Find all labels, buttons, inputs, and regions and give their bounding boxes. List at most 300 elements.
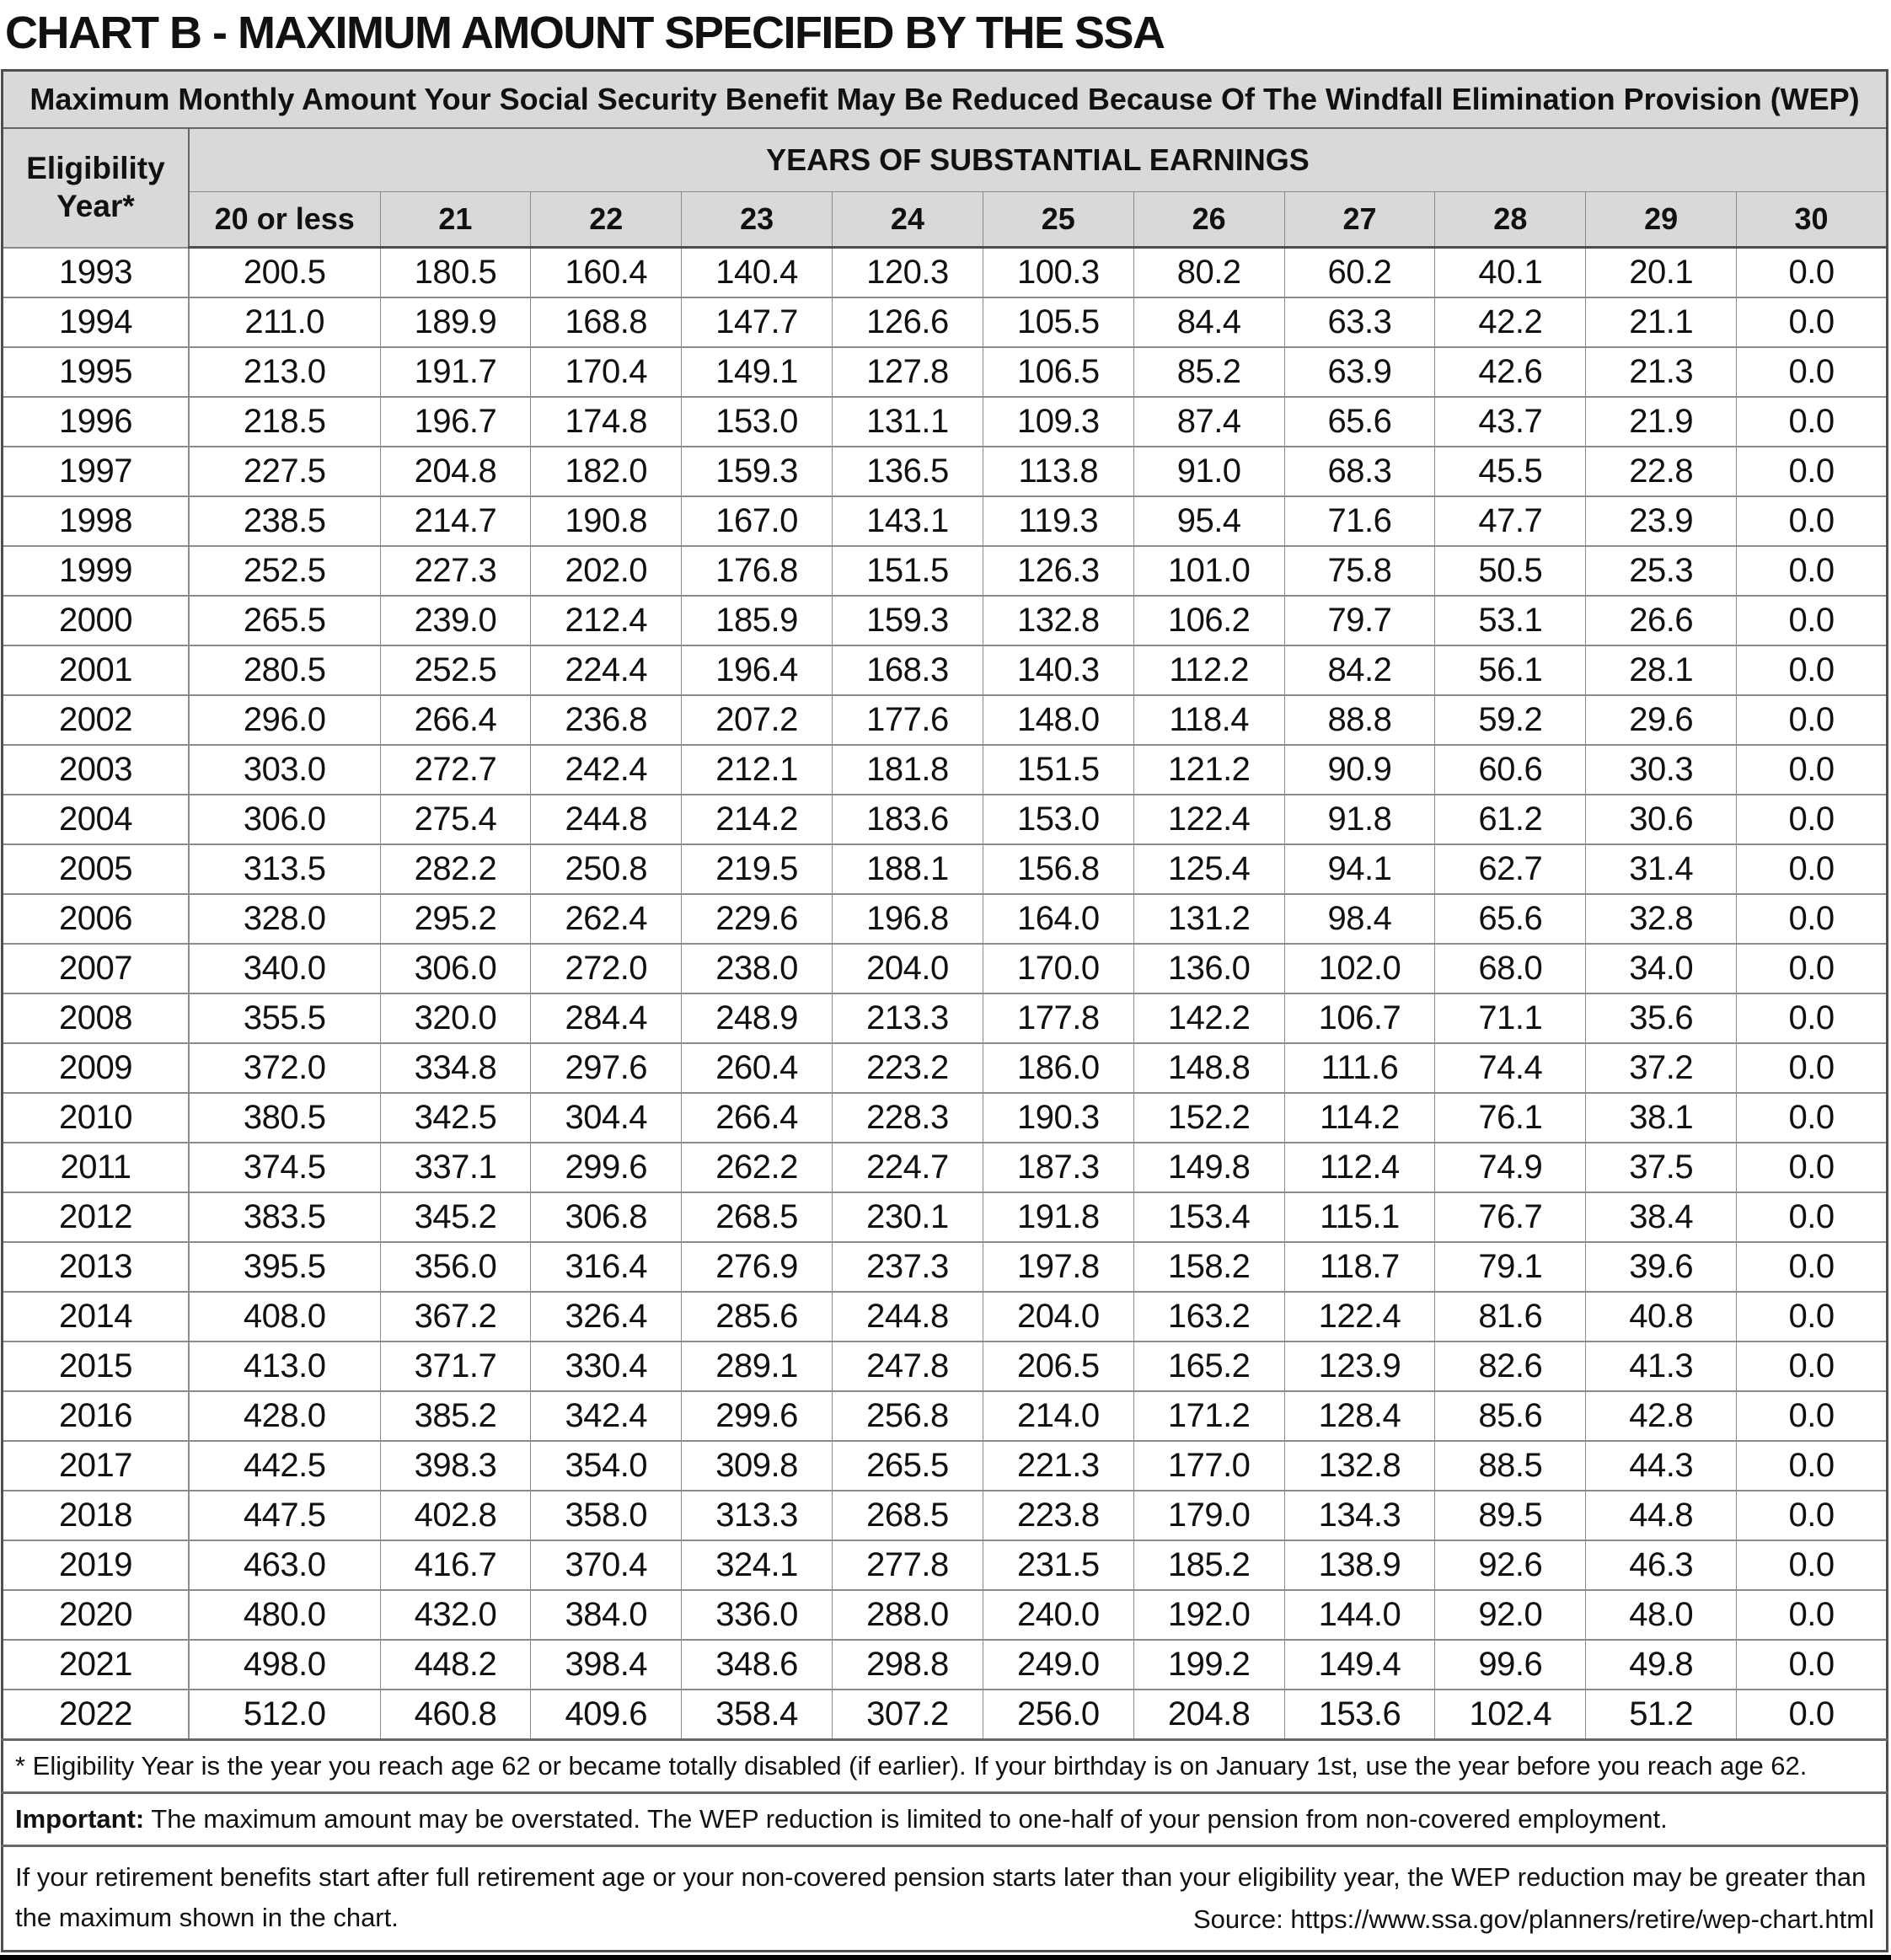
value-cell: 126.3 bbox=[983, 546, 1133, 596]
footnote-wep-note bbox=[3, 1846, 1888, 1952]
value-cell: 370.4 bbox=[531, 1540, 682, 1590]
value-cell: 112.4 bbox=[1284, 1143, 1435, 1192]
value-cell: 230.1 bbox=[833, 1192, 983, 1242]
value-cell: 416.7 bbox=[380, 1540, 531, 1590]
value-cell: 30.3 bbox=[1586, 745, 1737, 795]
value-cell: 340.0 bbox=[189, 944, 380, 993]
value-cell: 0.0 bbox=[1737, 844, 1888, 894]
value-cell: 106.7 bbox=[1284, 993, 1435, 1043]
value-cell: 358.0 bbox=[531, 1491, 682, 1540]
value-cell: 88.5 bbox=[1435, 1441, 1586, 1491]
value-cell: 265.5 bbox=[833, 1441, 983, 1491]
table-row bbox=[3, 844, 1888, 894]
year-cell: 2013 bbox=[3, 1242, 189, 1292]
value-cell: 463.0 bbox=[189, 1540, 380, 1590]
value-cell: 99.6 bbox=[1435, 1640, 1586, 1690]
value-cell: 268.5 bbox=[833, 1491, 983, 1540]
value-cell: 266.4 bbox=[380, 695, 531, 745]
value-cell: 408.0 bbox=[189, 1292, 380, 1341]
year-cell: 1993 bbox=[3, 248, 189, 298]
value-cell: 60.6 bbox=[1435, 745, 1586, 795]
value-cell: 298.8 bbox=[833, 1640, 983, 1690]
value-cell: 0.0 bbox=[1737, 1093, 1888, 1143]
value-cell: 212.4 bbox=[531, 596, 682, 645]
table-row bbox=[3, 1341, 1888, 1391]
value-cell: 371.7 bbox=[380, 1341, 531, 1391]
year-cell: 2000 bbox=[3, 596, 189, 645]
value-cell: 480.0 bbox=[189, 1590, 380, 1640]
value-cell: 248.9 bbox=[682, 993, 833, 1043]
value-cell: 265.5 bbox=[189, 596, 380, 645]
value-cell: 113.8 bbox=[983, 447, 1133, 496]
value-cell: 65.6 bbox=[1284, 397, 1435, 447]
value-cell: 153.4 bbox=[1133, 1192, 1284, 1242]
value-cell: 35.6 bbox=[1586, 993, 1737, 1043]
value-cell: 214.0 bbox=[983, 1391, 1133, 1441]
value-cell: 136.5 bbox=[833, 447, 983, 496]
table-row bbox=[3, 397, 1888, 447]
table-body bbox=[3, 248, 1888, 1740]
value-cell: 123.9 bbox=[1284, 1341, 1435, 1391]
table-row bbox=[3, 695, 1888, 745]
year-cell: 1995 bbox=[3, 347, 189, 397]
table-row bbox=[3, 496, 1888, 546]
table-row bbox=[3, 1391, 1888, 1441]
value-cell: 306.0 bbox=[380, 944, 531, 993]
value-cell: 395.5 bbox=[189, 1242, 380, 1292]
value-cell: 252.5 bbox=[189, 546, 380, 596]
value-cell: 92.0 bbox=[1435, 1590, 1586, 1640]
value-cell: 21.1 bbox=[1586, 297, 1737, 347]
value-cell: 213.3 bbox=[833, 993, 983, 1043]
value-cell: 398.3 bbox=[380, 1441, 531, 1491]
value-cell: 0.0 bbox=[1737, 297, 1888, 347]
year-cell: 1997 bbox=[3, 447, 189, 496]
value-cell: 118.7 bbox=[1284, 1242, 1435, 1292]
value-cell: 289.1 bbox=[682, 1341, 833, 1391]
value-cell: 132.8 bbox=[983, 596, 1133, 645]
value-cell: 42.8 bbox=[1586, 1391, 1737, 1441]
value-cell: 91.0 bbox=[1133, 447, 1284, 496]
value-cell: 219.5 bbox=[682, 844, 833, 894]
value-cell: 326.4 bbox=[531, 1292, 682, 1341]
value-cell: 34.0 bbox=[1586, 944, 1737, 993]
value-cell: 345.2 bbox=[380, 1192, 531, 1242]
value-cell: 71.6 bbox=[1284, 496, 1435, 546]
table-row bbox=[3, 1690, 1888, 1740]
value-cell: 448.2 bbox=[380, 1640, 531, 1690]
value-cell: 177.0 bbox=[1133, 1441, 1284, 1491]
value-cell: 330.4 bbox=[531, 1341, 682, 1391]
value-cell: 81.6 bbox=[1435, 1292, 1586, 1341]
value-cell: 182.0 bbox=[531, 447, 682, 496]
footnote-row bbox=[3, 1740, 1888, 1793]
value-cell: 275.4 bbox=[380, 795, 531, 844]
value-cell: 280.5 bbox=[189, 645, 380, 695]
value-cell: 44.3 bbox=[1586, 1441, 1737, 1491]
value-cell: 272.7 bbox=[380, 745, 531, 795]
value-cell: 191.7 bbox=[380, 347, 531, 397]
value-cell: 62.7 bbox=[1435, 844, 1586, 894]
value-cell: 88.8 bbox=[1284, 695, 1435, 745]
value-cell: 428.0 bbox=[189, 1391, 380, 1441]
value-cell: 151.5 bbox=[833, 546, 983, 596]
value-cell: 115.1 bbox=[1284, 1192, 1435, 1242]
value-cell: 131.1 bbox=[833, 397, 983, 447]
value-cell: 0.0 bbox=[1737, 745, 1888, 795]
value-cell: 244.8 bbox=[531, 795, 682, 844]
table-row bbox=[3, 1093, 1888, 1143]
value-cell: 185.9 bbox=[682, 596, 833, 645]
value-cell: 61.2 bbox=[1435, 795, 1586, 844]
value-cell: 122.4 bbox=[1133, 795, 1284, 844]
value-cell: 50.5 bbox=[1435, 546, 1586, 596]
value-cell: 68.3 bbox=[1284, 447, 1435, 496]
value-cell: 148.8 bbox=[1133, 1043, 1284, 1093]
value-cell: 142.2 bbox=[1133, 993, 1284, 1043]
value-cell: 95.4 bbox=[1133, 496, 1284, 546]
column-header: 25 bbox=[983, 192, 1133, 248]
value-cell: 22.8 bbox=[1586, 447, 1737, 496]
value-cell: 313.5 bbox=[189, 844, 380, 894]
value-cell: 151.5 bbox=[983, 745, 1133, 795]
value-cell: 447.5 bbox=[189, 1491, 380, 1540]
value-cell: 299.6 bbox=[682, 1391, 833, 1441]
value-cell: 149.4 bbox=[1284, 1640, 1435, 1690]
value-cell: 0.0 bbox=[1737, 1391, 1888, 1441]
value-cell: 202.0 bbox=[531, 546, 682, 596]
value-cell: 65.6 bbox=[1435, 894, 1586, 944]
value-cell: 147.7 bbox=[682, 297, 833, 347]
value-cell: 119.3 bbox=[983, 496, 1133, 546]
value-cell: 285.6 bbox=[682, 1292, 833, 1341]
value-cell: 197.8 bbox=[983, 1242, 1133, 1292]
value-cell: 498.0 bbox=[189, 1640, 380, 1690]
value-cell: 250.8 bbox=[531, 844, 682, 894]
value-cell: 297.6 bbox=[531, 1043, 682, 1093]
table-row bbox=[3, 1043, 1888, 1093]
value-cell: 100.3 bbox=[983, 248, 1133, 298]
value-cell: 153.6 bbox=[1284, 1690, 1435, 1740]
value-cell: 85.2 bbox=[1133, 347, 1284, 397]
value-cell: 282.2 bbox=[380, 844, 531, 894]
value-cell: 385.2 bbox=[380, 1391, 531, 1441]
value-cell: 87.4 bbox=[1133, 397, 1284, 447]
value-cell: 79.7 bbox=[1284, 596, 1435, 645]
year-cell: 2021 bbox=[3, 1640, 189, 1690]
source-url: Source: https://www.ssa.gov/planners/retire/wep-chart.html bbox=[1192, 1904, 1874, 1935]
value-cell: 272.0 bbox=[531, 944, 682, 993]
value-cell: 171.2 bbox=[1133, 1391, 1284, 1441]
value-cell: 284.4 bbox=[531, 993, 682, 1043]
footnote-eligibility-year: * Eligibility Year is the year you reach age 62 or became totally disabled (if earlier). If your birthday is on January 1st, use the year before you reach age 62. bbox=[3, 1740, 1888, 1793]
value-cell: 37.5 bbox=[1586, 1143, 1737, 1192]
value-cell: 249.0 bbox=[983, 1640, 1133, 1690]
value-cell: 149.8 bbox=[1133, 1143, 1284, 1192]
value-cell: 356.0 bbox=[380, 1242, 531, 1292]
value-cell: 304.4 bbox=[531, 1093, 682, 1143]
table-row bbox=[3, 1292, 1888, 1341]
value-cell: 0.0 bbox=[1737, 447, 1888, 496]
value-cell: 324.1 bbox=[682, 1540, 833, 1590]
value-cell: 221.3 bbox=[983, 1441, 1133, 1491]
value-cell: 121.2 bbox=[1133, 745, 1284, 795]
value-cell: 0.0 bbox=[1737, 1341, 1888, 1391]
value-cell: 21.3 bbox=[1586, 347, 1737, 397]
table-row bbox=[3, 993, 1888, 1043]
value-cell: 140.3 bbox=[983, 645, 1133, 695]
value-cell: 40.1 bbox=[1435, 248, 1586, 298]
table-subtitle: Maximum Monthly Amount Your Social Security Benefit May Be Reduced Because Of The Windfall Elimination Provision (WEP) bbox=[3, 71, 1888, 129]
value-cell: 179.0 bbox=[1133, 1491, 1284, 1540]
column-header: 28 bbox=[1435, 192, 1586, 248]
value-cell: 76.7 bbox=[1435, 1192, 1586, 1242]
value-cell: 128.4 bbox=[1284, 1391, 1435, 1441]
value-cell: 160.4 bbox=[531, 248, 682, 298]
year-cell: 2008 bbox=[3, 993, 189, 1043]
value-cell: 196.7 bbox=[380, 397, 531, 447]
year-cell: 2007 bbox=[3, 944, 189, 993]
value-cell: 224.4 bbox=[531, 645, 682, 695]
value-cell: 268.5 bbox=[682, 1192, 833, 1242]
value-cell: 306.8 bbox=[531, 1192, 682, 1242]
value-cell: 158.2 bbox=[1133, 1242, 1284, 1292]
value-cell: 164.0 bbox=[983, 894, 1133, 944]
value-cell: 74.4 bbox=[1435, 1043, 1586, 1093]
column-header: 29 bbox=[1586, 192, 1737, 248]
value-cell: 199.2 bbox=[1133, 1640, 1284, 1690]
value-cell: 126.6 bbox=[833, 297, 983, 347]
value-cell: 23.9 bbox=[1586, 496, 1737, 546]
value-cell: 0.0 bbox=[1737, 1043, 1888, 1093]
value-cell: 214.7 bbox=[380, 496, 531, 546]
value-cell: 180.5 bbox=[380, 248, 531, 298]
value-cell: 384.0 bbox=[531, 1590, 682, 1640]
value-cell: 460.8 bbox=[380, 1690, 531, 1740]
value-cell: 165.2 bbox=[1133, 1341, 1284, 1391]
value-cell: 200.5 bbox=[189, 248, 380, 298]
year-cell: 1999 bbox=[3, 546, 189, 596]
year-cell: 2020 bbox=[3, 1590, 189, 1640]
value-cell: 114.2 bbox=[1284, 1093, 1435, 1143]
value-cell: 138.9 bbox=[1284, 1540, 1435, 1590]
table-header-row-top bbox=[3, 128, 1888, 192]
column-header: 26 bbox=[1133, 192, 1284, 248]
value-cell: 204.0 bbox=[833, 944, 983, 993]
value-cell: 106.5 bbox=[983, 347, 1133, 397]
value-cell: 380.5 bbox=[189, 1093, 380, 1143]
value-cell: 0.0 bbox=[1737, 795, 1888, 844]
value-cell: 224.7 bbox=[833, 1143, 983, 1192]
column-header-row bbox=[3, 192, 1888, 248]
value-cell: 277.8 bbox=[833, 1540, 983, 1590]
table-row bbox=[3, 745, 1888, 795]
value-cell: 120.3 bbox=[833, 248, 983, 298]
value-cell: 26.6 bbox=[1586, 596, 1737, 645]
year-cell: 2011 bbox=[3, 1143, 189, 1192]
value-cell: 229.6 bbox=[682, 894, 833, 944]
value-cell: 223.8 bbox=[983, 1491, 1133, 1540]
value-cell: 192.0 bbox=[1133, 1590, 1284, 1640]
value-cell: 299.6 bbox=[531, 1143, 682, 1192]
table-row bbox=[3, 795, 1888, 844]
value-cell: 79.1 bbox=[1435, 1242, 1586, 1292]
value-cell: 91.8 bbox=[1284, 795, 1435, 844]
column-header: 27 bbox=[1284, 192, 1435, 248]
value-cell: 240.0 bbox=[983, 1590, 1133, 1640]
value-cell: 0.0 bbox=[1737, 645, 1888, 695]
table-row bbox=[3, 546, 1888, 596]
value-cell: 0.0 bbox=[1737, 1441, 1888, 1491]
value-cell: 152.2 bbox=[1133, 1093, 1284, 1143]
value-cell: 374.5 bbox=[189, 1143, 380, 1192]
year-cell: 2005 bbox=[3, 844, 189, 894]
value-cell: 0.0 bbox=[1737, 1292, 1888, 1341]
table-row bbox=[3, 645, 1888, 695]
value-cell: 101.0 bbox=[1133, 546, 1284, 596]
value-cell: 0.0 bbox=[1737, 993, 1888, 1043]
column-header: 22 bbox=[531, 192, 682, 248]
value-cell: 334.8 bbox=[380, 1043, 531, 1093]
value-cell: 0.0 bbox=[1737, 397, 1888, 447]
value-cell: 239.0 bbox=[380, 596, 531, 645]
value-cell: 188.1 bbox=[833, 844, 983, 894]
table-row bbox=[3, 297, 1888, 347]
value-cell: 176.8 bbox=[682, 546, 833, 596]
value-cell: 309.8 bbox=[682, 1441, 833, 1491]
column-header: 23 bbox=[682, 192, 833, 248]
value-cell: 168.8 bbox=[531, 297, 682, 347]
value-cell: 262.4 bbox=[531, 894, 682, 944]
column-header: 30 bbox=[1737, 192, 1888, 248]
value-cell: 409.6 bbox=[531, 1690, 682, 1740]
value-cell: 177.6 bbox=[833, 695, 983, 745]
value-cell: 238.5 bbox=[189, 496, 380, 546]
year-cell: 2014 bbox=[3, 1292, 189, 1341]
value-cell: 20.1 bbox=[1586, 248, 1737, 298]
value-cell: 42.6 bbox=[1435, 347, 1586, 397]
value-cell: 413.0 bbox=[189, 1341, 380, 1391]
value-cell: 0.0 bbox=[1737, 1590, 1888, 1640]
value-cell: 80.2 bbox=[1133, 248, 1284, 298]
year-cell: 1998 bbox=[3, 496, 189, 546]
value-cell: 307.2 bbox=[833, 1690, 983, 1740]
value-cell: 218.5 bbox=[189, 397, 380, 447]
value-cell: 118.4 bbox=[1133, 695, 1284, 745]
value-cell: 204.8 bbox=[380, 447, 531, 496]
value-cell: 39.6 bbox=[1586, 1242, 1737, 1292]
value-cell: 38.4 bbox=[1586, 1192, 1737, 1242]
table-row bbox=[3, 248, 1888, 298]
value-cell: 189.9 bbox=[380, 297, 531, 347]
value-cell: 223.2 bbox=[833, 1043, 983, 1093]
value-cell: 94.1 bbox=[1284, 844, 1435, 894]
value-cell: 190.8 bbox=[531, 496, 682, 546]
value-cell: 29.6 bbox=[1586, 695, 1737, 745]
value-cell: 159.3 bbox=[682, 447, 833, 496]
column-header: 20 or less bbox=[189, 192, 380, 248]
year-cell: 1994 bbox=[3, 297, 189, 347]
year-cell: 2001 bbox=[3, 645, 189, 695]
table-row bbox=[3, 1640, 1888, 1690]
table-row bbox=[3, 894, 1888, 944]
value-cell: 276.9 bbox=[682, 1242, 833, 1292]
value-cell: 84.2 bbox=[1284, 645, 1435, 695]
value-cell: 244.8 bbox=[833, 1292, 983, 1341]
value-cell: 252.5 bbox=[380, 645, 531, 695]
value-cell: 59.2 bbox=[1435, 695, 1586, 745]
value-cell: 247.8 bbox=[833, 1341, 983, 1391]
value-cell: 170.0 bbox=[983, 944, 1133, 993]
value-cell: 228.3 bbox=[833, 1093, 983, 1143]
value-cell: 111.6 bbox=[1284, 1043, 1435, 1093]
value-cell: 109.3 bbox=[983, 397, 1133, 447]
year-cell: 2006 bbox=[3, 894, 189, 944]
value-cell: 306.0 bbox=[189, 795, 380, 844]
value-cell: 63.9 bbox=[1284, 347, 1435, 397]
value-cell: 0.0 bbox=[1737, 1491, 1888, 1540]
table-row bbox=[3, 596, 1888, 645]
value-cell: 156.8 bbox=[983, 844, 1133, 894]
value-cell: 214.2 bbox=[682, 795, 833, 844]
value-cell: 296.0 bbox=[189, 695, 380, 745]
year-cell: 2012 bbox=[3, 1192, 189, 1242]
value-cell: 106.2 bbox=[1133, 596, 1284, 645]
table-row bbox=[3, 1192, 1888, 1242]
value-cell: 0.0 bbox=[1737, 695, 1888, 745]
value-cell: 144.0 bbox=[1284, 1590, 1435, 1640]
value-cell: 82.6 bbox=[1435, 1341, 1586, 1391]
value-cell: 0.0 bbox=[1737, 944, 1888, 993]
year-cell: 2015 bbox=[3, 1341, 189, 1391]
value-cell: 48.0 bbox=[1586, 1590, 1737, 1640]
value-cell: 213.0 bbox=[189, 347, 380, 397]
year-cell: 2019 bbox=[3, 1540, 189, 1590]
value-cell: 46.3 bbox=[1586, 1540, 1737, 1590]
year-cell: 1996 bbox=[3, 397, 189, 447]
value-cell: 112.2 bbox=[1133, 645, 1284, 695]
value-cell: 328.0 bbox=[189, 894, 380, 944]
value-cell: 136.0 bbox=[1133, 944, 1284, 993]
value-cell: 32.8 bbox=[1586, 894, 1737, 944]
value-cell: 256.8 bbox=[833, 1391, 983, 1441]
value-cell: 238.0 bbox=[682, 944, 833, 993]
value-cell: 56.1 bbox=[1435, 645, 1586, 695]
value-cell: 207.2 bbox=[682, 695, 833, 745]
wep-note-text: If your retirement benefits start after full retirement age or your non-covered pension starts later than your eligibility year, the WEP reduction may be greater than the maximum shown in the chart. bbox=[15, 1862, 1867, 1933]
value-cell: 316.4 bbox=[531, 1242, 682, 1292]
table-subtitle-row bbox=[3, 71, 1888, 129]
value-cell: 43.7 bbox=[1435, 397, 1586, 447]
value-cell: 105.5 bbox=[983, 297, 1133, 347]
value-cell: 25.3 bbox=[1586, 546, 1737, 596]
value-cell: 320.0 bbox=[380, 993, 531, 1043]
value-cell: 231.5 bbox=[983, 1540, 1133, 1590]
value-cell: 28.1 bbox=[1586, 645, 1737, 695]
table-row bbox=[3, 1441, 1888, 1491]
value-cell: 148.0 bbox=[983, 695, 1133, 745]
value-cell: 187.3 bbox=[983, 1143, 1133, 1192]
value-cell: 196.4 bbox=[682, 645, 833, 695]
column-header: 21 bbox=[380, 192, 531, 248]
value-cell: 211.0 bbox=[189, 297, 380, 347]
value-cell: 49.8 bbox=[1586, 1640, 1737, 1690]
value-cell: 76.1 bbox=[1435, 1093, 1586, 1143]
value-cell: 51.2 bbox=[1586, 1690, 1737, 1740]
value-cell: 122.4 bbox=[1284, 1292, 1435, 1341]
value-cell: 153.0 bbox=[983, 795, 1133, 844]
value-cell: 47.7 bbox=[1435, 496, 1586, 546]
